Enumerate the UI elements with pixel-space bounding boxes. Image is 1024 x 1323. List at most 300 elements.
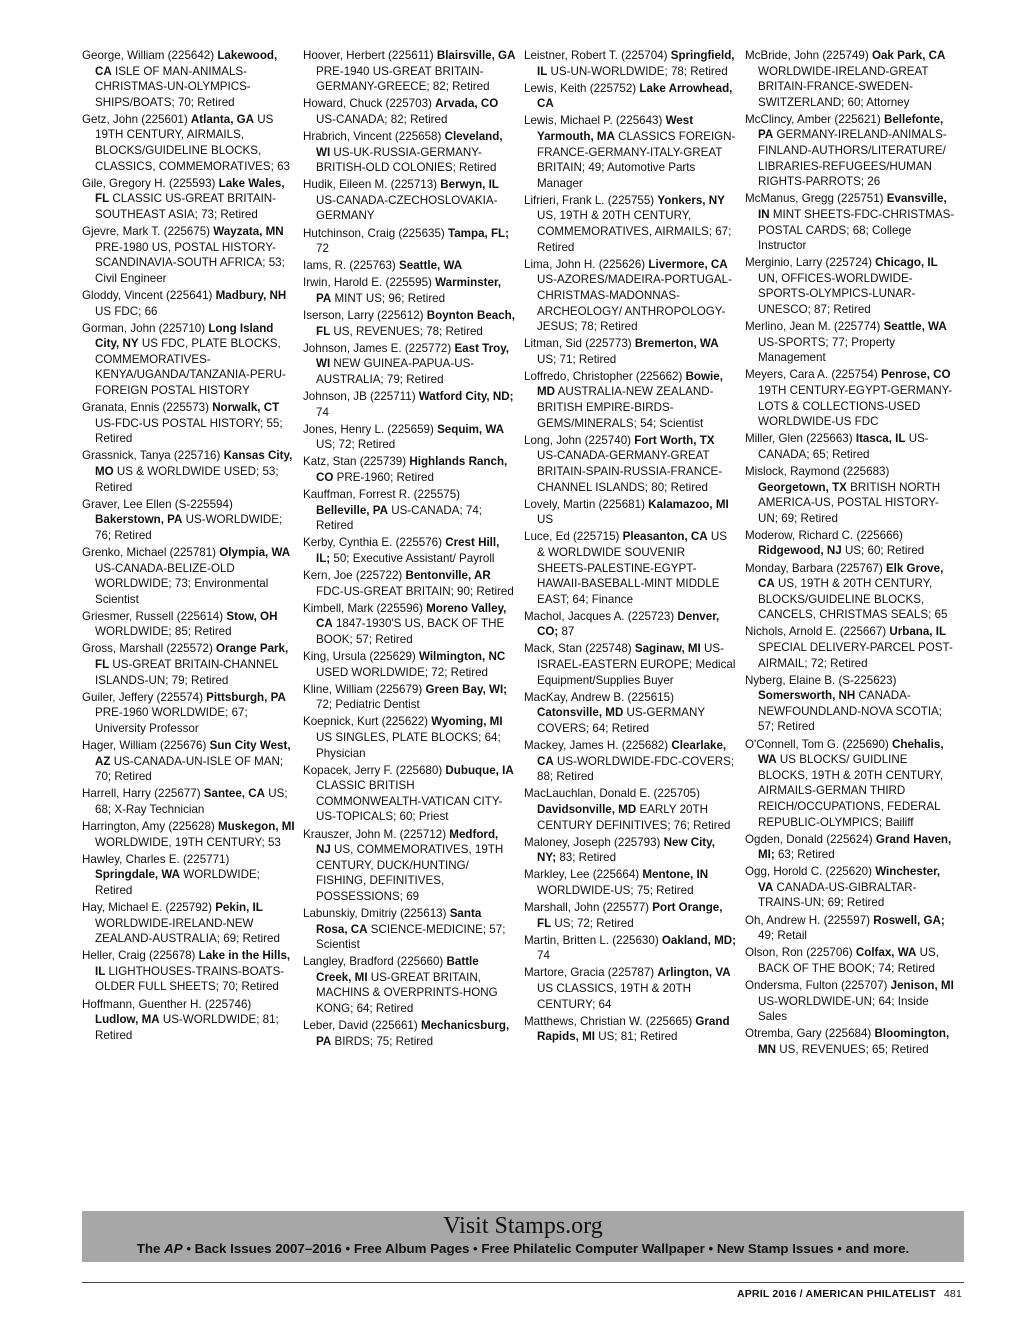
- member-name: Grenko, Michael (225781): [82, 545, 220, 559]
- member-location: Dubuque, IA: [445, 763, 514, 777]
- member-location: Arlington, VA: [657, 966, 731, 980]
- member-name: Ogg, Horold C. (225620): [745, 865, 876, 879]
- banner-sub-prefix: The: [136, 1241, 165, 1256]
- member-name: Gjevre, Mark T. (225675): [82, 225, 214, 239]
- member-name: Guiler, Jeffery (225574): [82, 690, 207, 704]
- member-location: Wyoming, MI: [431, 715, 503, 729]
- member-interests: SPECIAL DELIVERY-PARCEL POST-AIRMAIL; 72; Retired: [758, 640, 953, 670]
- member-location: Berwyn, IL: [440, 178, 499, 192]
- member-entry: [303, 682, 516, 713]
- member-location: Norwalk, CT: [212, 401, 280, 415]
- member-name: Kauffman, Forrest R. (225575): [303, 488, 461, 502]
- member-interests: US-CANADA-BELIZE-OLD WORLDWIDE; 73; Environmental Scientist: [95, 561, 269, 606]
- member-location: Lake in the Hills, IL: [95, 949, 291, 978]
- member-interests: US, BACK OF THE BOOK; 74; Retired: [758, 946, 939, 975]
- member-location: Springdale, WA: [95, 868, 181, 882]
- member-entry: [524, 257, 737, 335]
- member-location: Roswell, GA;: [873, 913, 945, 927]
- member-interests: BRITISH NORTH AMERICA-US, POSTAL HISTORY-UN; 69; Retired: [758, 480, 941, 525]
- member-name: Meyers, Cara A. (225754): [745, 368, 881, 382]
- member-entry: [524, 336, 737, 367]
- member-location: Santee, CA: [203, 787, 265, 801]
- member-interests: GERMANY-IRELAND-ANIMALS-FINLAND-AUTHORS/LITERATURE/ LIBRARIES-REFUGEES/HUMAN RIGHTS-PARROTS; 26: [758, 128, 947, 189]
- member-interests: BIRDS; 75; Retired: [331, 1034, 434, 1048]
- member-interests: US-UK-RUSSIA-GERMANY-BRITISH-OLD COLONIES; Retired: [316, 145, 497, 175]
- member-entry: [524, 900, 737, 931]
- member-name: Lifrieri, Frank L. (225755): [524, 193, 658, 207]
- member-interests: US; 81; Retired: [594, 1030, 678, 1044]
- member-interests: US-CANADA; 82; Retired: [316, 112, 448, 126]
- member-interests: US-SPORTS; 77; Property Management: [758, 335, 896, 365]
- member-interests: CANADA-NEWFOUNDLAND-NOVA SCOTIA; 57; Retired: [758, 689, 943, 734]
- member-interests: US-CANADA-GERMANY-GREAT BRITAIN-SPAIN-RUSSIA-FRANCE-CHANNEL ISLANDS; 80; Retired: [537, 449, 723, 494]
- member-entry: [524, 81, 737, 112]
- member-location: Clearlake, CA: [537, 739, 727, 768]
- member-name: Hoover, Herbert (225611): [303, 49, 437, 62]
- member-entry: [524, 433, 737, 495]
- member-name: Irwin, Harold E. (225595): [303, 276, 436, 290]
- member-interests: MINT SHEETS-FDC-CHRISTMAS-POSTAL CARDS; 68; College Instructor: [758, 207, 955, 253]
- member-location: Battle Creek, MI: [316, 955, 479, 984]
- member-location: Sequim, WA: [437, 422, 505, 436]
- member-interests: US-WORLDWIDE; 76; Retired: [95, 513, 283, 542]
- member-interests: 74: [537, 949, 550, 963]
- member-location: Lakewood, CA: [95, 49, 278, 78]
- member-entry: [82, 288, 295, 319]
- member-name: MacKay, Andrew B. (225615): [524, 690, 674, 704]
- member-location: Seattle, WA: [399, 259, 463, 273]
- member-location: Warminster, PA: [316, 276, 502, 305]
- member-interests: US; 71; Retired: [537, 352, 617, 366]
- promo-banner[interactable]: [82, 1211, 964, 1262]
- member-entry: [303, 389, 516, 420]
- member-name: Hudik, Eileen M. (225713): [303, 178, 441, 192]
- member-interests: 74: [316, 405, 329, 419]
- member-entry: [303, 258, 516, 274]
- member-name: Lewis, Keith (225752): [524, 81, 640, 95]
- member-name: Leber, David (225661): [303, 1019, 421, 1033]
- member-interests: PRE-1960 WORLDWIDE; 67; University Professor: [95, 706, 248, 735]
- member-interests: US 19TH CENTURY, AIRMAILS, BLOCKS/GUIDELINE BLOCKS, CLASSICS, COMMEMORATIVES; 63: [95, 112, 290, 173]
- member-location: Muskegon, MI: [217, 820, 295, 833]
- member-location: Bentonville, AR: [405, 569, 491, 582]
- member-entry: [745, 945, 958, 976]
- member-interests: WORLDWIDE; 85; Retired: [95, 625, 232, 639]
- member-location: Cleveland, WI: [316, 129, 503, 159]
- member-entry: [82, 224, 295, 286]
- member-interests: CANADA-US-GIBRALTAR-TRAINS-UN; 69; Retired: [758, 880, 917, 910]
- member-interests: US-CANADA; 74; Retired: [316, 503, 483, 533]
- member-interests: US-GERMANY COVERS; 64; Retired: [537, 706, 705, 735]
- member-entry: [303, 48, 516, 95]
- member-entry: [745, 864, 958, 911]
- member-interests: US-CANADA-UN-ISLE OF MAN; 70; Retired: [95, 754, 284, 784]
- member-location: Chicago, IL: [875, 256, 938, 270]
- member-location: Yonkers, NY: [657, 193, 725, 207]
- member-entry: [303, 454, 516, 485]
- member-entry: [745, 624, 958, 671]
- member-name: O'Connell, Tom G. (225690): [745, 737, 892, 751]
- member-name: Marshall, John (225577): [524, 900, 653, 914]
- member-location: Elk Grove, CA: [758, 561, 944, 591]
- member-entry: [303, 341, 516, 388]
- member-interests: CLASSICS FOREIGN-FRANCE-GERMANY-ITALY-GREAT BRITAIN; 49; Automotive Parts Manager: [537, 129, 736, 190]
- member-entry: [524, 609, 737, 640]
- member-name: Hay, Michael E. (225792): [82, 900, 216, 914]
- member-name: Iserson, Larry (225612): [303, 309, 427, 322]
- member-interests: 83; Retired: [556, 851, 617, 865]
- member-name: Oh, Andrew H. (225597): [745, 913, 874, 927]
- member-location: Seattle, WA: [883, 320, 947, 334]
- member-name: Johnson, JB (225711): [303, 389, 419, 403]
- member-location: Wayzata, MN: [213, 225, 284, 239]
- member-interests: US, REVENUES; 78; Retired: [330, 324, 483, 338]
- member-location: West Yarmouth, MA: [537, 114, 694, 143]
- member-entry: [524, 786, 737, 833]
- member-interests: UN, OFFICES-WORLDWIDE-SPORTS-OLYMPICS-LUNAR-UNESCO; 87; Retired: [758, 271, 916, 316]
- member-entry: [745, 431, 958, 462]
- member-name: Nichols, Arnold E. (225667): [745, 625, 890, 639]
- banner-title[interactable]: Visit Stamps.org: [443, 1213, 603, 1239]
- member-location: Watford City, ND;: [418, 389, 514, 403]
- page-number: 481: [943, 1288, 962, 1300]
- member-interests: US, 19TH & 20TH CENTURY, COMMEMORATIVES, AIRMAILS; 67; Retired: [537, 209, 732, 254]
- member-location: Ludlow, MA: [95, 1013, 160, 1027]
- member-entry: [745, 464, 958, 526]
- member-location: East Troy, WI: [316, 341, 510, 371]
- member-interests: CLASSIC BRITISH COMMONWEALTH-VATICAN CITY-US-TOPICALS; 60; Priest: [316, 779, 503, 824]
- member-interests: AUSTRALIA-NEW ZEALAND-BRITISH EMPIRE-BIRDS-GEMS/MINERALS; 54; Scientist: [537, 385, 714, 430]
- member-name: Grassnick, Tanya (225716): [82, 449, 224, 463]
- member-entry: [745, 832, 958, 863]
- member-name: Gross, Marshall (225572): [82, 642, 217, 656]
- member-entry: [524, 193, 737, 255]
- member-interests: 50; Executive Assistant/ Payroll: [330, 551, 495, 565]
- member-location: New City, NY;: [537, 835, 715, 865]
- member-interests: 49; Retail: [758, 929, 807, 943]
- member-name: Gloddy, Vincent (225641): [82, 288, 216, 302]
- member-entry: [82, 900, 295, 947]
- member-interests: ISLE OF MAN-ANIMALS-CHRISTMAS-UN-OLYMPICS-SHIPS/BOATS; 70; Retired: [95, 64, 251, 109]
- member-name: McManus, Gregg (225751): [745, 192, 887, 206]
- member-entry: [745, 191, 958, 253]
- member-entry: [82, 786, 295, 817]
- member-location: Sun City West, AZ: [95, 739, 291, 768]
- member-entry: [82, 609, 295, 640]
- member-entry: [303, 714, 516, 761]
- member-entry: [745, 48, 958, 110]
- member-location: Bloomington, MN: [758, 1027, 950, 1056]
- member-name: Nyberg, Elaine B. (S-225623): [745, 673, 897, 687]
- member-interests: CLASSIC US-GREAT BRITAIN-SOUTHEAST ASIA; 73; Retired: [95, 192, 277, 221]
- member-entry: [524, 738, 737, 785]
- member-location: Santa Rosa, CA: [316, 906, 482, 936]
- member-location: Mechanicsburg, PA: [316, 1019, 510, 1048]
- footer-issue: APRIL 2016 / AMERICAN PHILATELIST: [736, 1288, 936, 1300]
- member-location: Grand Haven, MI;: [758, 832, 952, 862]
- member-interests: 63; Retired: [774, 848, 835, 862]
- member-location: Urbana, IL: [889, 625, 947, 639]
- member-location: Penrose, CO: [880, 368, 951, 382]
- member-location: Arvada, CO: [435, 97, 499, 111]
- member-name: Lewis, Michael P. (225643): [524, 114, 666, 128]
- member-interests: US-AZORES/MADEIRA-PORTUGAL-CHRISTMAS-MADONNAS-ARCHEOLOGY/ ANTHROPOLOGY-JESUS; 78; Retired: [537, 273, 732, 334]
- member-name: King, Ursula (225629): [303, 649, 419, 663]
- member-interests: USED WORLDWIDE; 72; Retired: [316, 665, 489, 679]
- member-listing: [82, 48, 966, 1203]
- member-name: Mackey, James H. (225682): [524, 739, 672, 753]
- member-entry: [82, 641, 295, 688]
- member-name: Labunskiy, Dmitriy (225613): [303, 906, 450, 920]
- member-name: Otremba, Gary (225684): [745, 1027, 875, 1041]
- member-interests: US, 19TH & 20TH CENTURY, BLOCKS/GUIDELINE BLOCKS, CANCELS, CHRISTMAS SEALS; 65: [758, 577, 948, 622]
- member-location: Ridgewood, NJ: [758, 544, 842, 558]
- member-name: Hager, William (225676): [82, 739, 210, 753]
- member-name: Ogden, Donald (225624): [745, 832, 876, 846]
- member-entry: [745, 319, 958, 366]
- member-location: Pekin, IL: [215, 900, 263, 914]
- member-name: MacLauchlan, Donald E. (225705): [524, 787, 700, 801]
- member-entry: [524, 1014, 737, 1045]
- member-location: Olympia, WA: [219, 545, 291, 559]
- member-location: Moreno Valley, CA: [316, 601, 507, 631]
- member-location: Springfield, IL: [537, 49, 735, 78]
- member-location: Itasca, IL: [855, 432, 906, 446]
- member-entry: [303, 487, 516, 534]
- member-name: Koepnick, Kurt (225622): [303, 715, 432, 729]
- member-location: Atlanta, GA: [190, 112, 255, 126]
- member-location: Tampa, FL;: [448, 226, 509, 240]
- member-interests: PRE-1940 US-GREAT BRITAIN-GERMANY-GREECE; 82; Retired: [316, 64, 490, 94]
- member-entry: [524, 529, 737, 607]
- member-location: Davidsonville, MD: [537, 802, 637, 816]
- member-location: Kansas City, MO: [95, 449, 293, 478]
- member-location: Lake Arrowhead, CA: [537, 81, 733, 111]
- member-entry: [303, 422, 516, 453]
- member-name: Griesmer, Russell (225614): [82, 609, 227, 623]
- member-interests: US-GREAT BRITAIN-CHANNEL ISLANDS-UN; 79; Retired: [95, 658, 279, 687]
- member-entry: [524, 641, 737, 688]
- member-location: Madbury, NH: [215, 288, 287, 302]
- member-name: Hutchinson, Craig (225635): [303, 226, 449, 240]
- member-name: McClincy, Amber (225621): [745, 112, 884, 126]
- member-location: Colfax, WA: [855, 946, 917, 960]
- member-entry: [745, 561, 958, 623]
- member-name: Loffredo, Christopher (225662): [524, 369, 686, 383]
- member-location: Port Orange, FL: [537, 900, 723, 930]
- member-name: Miller, Glen (225663): [745, 432, 856, 446]
- member-interests: MINT US; 96; Retired: [331, 291, 446, 305]
- member-interests: US & WORLDWIDE USED; 53; Retired: [95, 464, 279, 494]
- member-name: Machol, Jacques A. (225723): [524, 609, 678, 623]
- member-interests: US CLASSICS, 19TH & 20TH CENTURY; 64: [537, 981, 691, 1011]
- member-name: Krauszer, John M. (225712): [303, 827, 450, 841]
- member-entry: [82, 545, 295, 607]
- member-location: Orange Park, FL: [95, 642, 289, 672]
- member-interests: LIGHTHOUSES-TRAINS-BOATS-OLDER FULL SHEETS; 70; Retired: [95, 964, 285, 994]
- member-interests: US SINGLES, PLATE BLOCKS; 64; Physician: [316, 730, 501, 760]
- member-location: Catonsville, MD: [537, 706, 624, 720]
- member-location: Pleasanton, CA: [622, 530, 708, 544]
- member-name: Leistner, Robert T. (225704): [524, 49, 671, 62]
- member-entry: [524, 690, 737, 737]
- member-location: Oak Park, CA: [871, 49, 946, 62]
- member-location: Wilmington, NC: [419, 649, 506, 663]
- member-name: Jones, Henry L. (225659): [303, 422, 438, 436]
- member-name: Hawley, Charles E. (225771): [82, 852, 230, 866]
- member-entry: [82, 112, 295, 174]
- member-entry: [303, 827, 516, 905]
- member-entry: [303, 649, 516, 680]
- member-entry: [82, 321, 295, 399]
- member-name: Ondersma, Fulton (225707): [745, 978, 891, 992]
- member-location: Pittsburgh, PA: [206, 690, 286, 704]
- banner-sub-rest: • Back Issues 2007–2016 • Free Album Pages • Free Philatelic Computer Wallpaper • New Stamp Issues • and more.: [182, 1241, 910, 1256]
- member-entry: [82, 852, 295, 899]
- member-entry: [745, 255, 958, 317]
- member-entry: [303, 275, 516, 306]
- member-location: Grand Rapids, MI: [537, 1014, 730, 1044]
- member-name: Matthews, Christian W. (225665): [524, 1014, 696, 1028]
- member-location: Evansville, IN: [758, 192, 947, 221]
- member-entry: [303, 763, 516, 825]
- member-interests: WORLDWIDE, 19TH CENTURY; 53: [95, 835, 281, 849]
- member-name: Hrabrich, Vincent (225658): [303, 129, 445, 143]
- page-footer: [737, 1288, 962, 1300]
- member-interests: US-CANADA; 65; Retired: [758, 432, 929, 461]
- member-entry: [745, 1026, 958, 1057]
- member-interests: US-GREAT BRITAIN, MACHINS & OVERPRINTS-HONG KONG; 64; Retired: [316, 970, 498, 1016]
- member-name: Mack, Stan (225748): [524, 642, 635, 656]
- member-interests: US; 72; Retired: [551, 916, 634, 930]
- member-name: Granata, Ennis (225573): [82, 401, 213, 415]
- member-interests: WORLDWIDE-US; 75; Retired: [537, 883, 694, 897]
- member-location: Mentone, IN: [642, 868, 709, 882]
- member-interests: US & WORLDWIDE SOUVENIR SHEETS-PALESTINE-EGYPT-HAWAII-BASEBALL-MINT MIDDLE EAST; 64; Finance: [537, 530, 727, 606]
- member-name: George, William (225642): [82, 49, 218, 62]
- member-interests: 72: [316, 242, 329, 256]
- member-name: Getz, John (225601): [82, 112, 191, 126]
- member-location: Green Bay, WI;: [425, 682, 508, 696]
- member-interests: NEW GUINEA-PAPUA-US-AUSTRALIA; 79; Retired: [316, 357, 475, 386]
- member-location: Medford, NJ: [316, 827, 499, 857]
- member-entry: [524, 369, 737, 431]
- member-name: Long, John (225740): [524, 433, 635, 447]
- member-interests: US FDC; 66: [95, 304, 158, 318]
- member-interests: US-FDC-US POSTAL HISTORY; 55; Retired: [95, 416, 283, 446]
- member-entry: [745, 112, 958, 190]
- member-interests: 72; Pediatric Dentist: [316, 698, 420, 712]
- member-entry: [82, 738, 295, 785]
- member-location: Livermore, CA: [648, 257, 728, 271]
- member-interests: US-WORLDWIDE; 81; Retired: [95, 1013, 279, 1042]
- member-interests: WORLDWIDE; Retired: [95, 868, 260, 897]
- member-interests: SCIENCE-MEDICINE; 57; Scientist: [316, 922, 506, 952]
- member-interests: US BLOCKS/ GUIDLINE BLOCKS, 19TH & 20TH CENTURY, AIRMAILS-GERMAN THIRD REICH/OCCUPATIONS, FEDERAL REPUBLIC-OLYMPICS; Bailiff: [758, 753, 944, 829]
- member-entry: [82, 448, 295, 495]
- listing-column-3: [524, 48, 745, 1203]
- member-name: Johnson, James E. (225772): [303, 341, 455, 355]
- member-name: Olson, Ron (225706): [745, 946, 856, 960]
- member-location: Somersworth, NH: [758, 689, 856, 703]
- member-entry: [745, 673, 958, 735]
- member-entry: [303, 906, 516, 953]
- member-name: Howard, Chuck (225703): [303, 97, 436, 111]
- member-name: Merginio, Larry (225724): [745, 256, 876, 270]
- member-name: Heller, Craig (225678): [82, 949, 199, 963]
- member-name: Harrell, Harry (225677): [82, 787, 204, 801]
- member-name: Kline, William (225679): [303, 682, 426, 696]
- member-location: Stow, OH: [226, 609, 278, 623]
- member-entry: [303, 129, 516, 176]
- member-name: Iams, R. (225763): [303, 259, 400, 273]
- member-name: Luce, Ed (225715): [524, 530, 623, 544]
- member-entry: [745, 913, 958, 944]
- member-interests: FDC-US-GREAT BRITAIN; 90; Retired: [316, 584, 514, 598]
- member-interests: US; 72; Retired: [316, 438, 396, 452]
- member-name: Merlino, Jean M. (225774): [745, 320, 884, 334]
- member-name: Gorman, John (225710): [82, 321, 209, 335]
- member-interests: WORLDWIDE-IRELAND-GREAT BRITAIN-FRANCE-SWEDEN-SWITZERLAND; 60; Attorney: [758, 64, 929, 109]
- member-entry: [82, 48, 295, 110]
- member-entry: [82, 690, 295, 737]
- member-location: Fort Worth, TX: [634, 433, 715, 447]
- member-interests: US-WORLDWIDE-UN; 64; Inside Sales: [758, 994, 929, 1024]
- member-name: Katz, Stan (225739): [303, 455, 410, 469]
- member-interests: EARLY 20TH CENTURY DEFINITIVES; 76; Retired: [537, 802, 731, 832]
- member-location: Bakerstown, PA: [95, 513, 183, 527]
- member-name: Moderow, Richard C. (225666): [745, 528, 903, 542]
- member-location: Kalamazoo, MI: [648, 497, 729, 511]
- member-name: Kopacek, Jerry F. (225680): [303, 763, 446, 777]
- member-entry: [524, 867, 737, 898]
- member-interests: US-WORLDWIDE-FDC-COVERS; 88; Retired: [537, 754, 735, 784]
- member-location: Highlands Ranch, CO: [316, 455, 508, 484]
- member-entry: [745, 367, 958, 429]
- member-name: Hoffmann, Guenther H. (225746): [82, 997, 252, 1011]
- member-entry: [82, 400, 295, 447]
- member-interests: PRE-1980 US, POSTAL HISTORY-SCANDINAVIA-SOUTH AFRICA; 53; Civil Engineer: [95, 240, 285, 285]
- member-location: Bowie, MD: [537, 369, 723, 399]
- member-interests: 87: [558, 625, 575, 639]
- member-entry: [524, 933, 737, 964]
- member-name: Monday, Barbara (225767): [745, 561, 886, 575]
- member-entry: [82, 176, 295, 223]
- member-entry: [745, 737, 958, 831]
- member-interests: WORLDWIDE-IRELAND-NEW ZEALAND-AUSTRALIA; 69; Retired: [95, 916, 280, 946]
- member-entry: [82, 948, 295, 995]
- banner-subtitle: [82, 1240, 964, 1257]
- member-entry: [303, 568, 516, 599]
- member-interests: US FDC, PLATE BLOCKS, COMMEMORATIVES-KENYA/UGANDA/TANZANIA-PERU-FOREIGN POSTAL HISTORY: [95, 337, 286, 397]
- member-interests: US: [537, 513, 554, 527]
- member-location: Belleville, PA: [316, 503, 388, 517]
- member-entry: [82, 497, 295, 544]
- member-entry: [303, 177, 516, 224]
- member-interests: US-ISRAEL-EASTERN EUROPE; Medical Equipment/Supplies Buyer: [537, 642, 736, 687]
- member-entry: [524, 835, 737, 866]
- listing-column-1: [82, 48, 303, 1203]
- member-interests: US; 68; X-Ray Technician: [95, 787, 288, 816]
- member-entry: [303, 954, 516, 1016]
- member-location: Chehalis, WA: [758, 737, 944, 767]
- member-name: Lovely, Martin (225681): [524, 497, 649, 511]
- member-location: Jenison, MI: [890, 978, 954, 992]
- member-name: Langley, Bradford (225660): [303, 955, 447, 969]
- member-entry: [524, 113, 737, 191]
- member-location: Lake Wales, FL: [95, 176, 285, 206]
- member-location: Bremerton, WA: [634, 337, 719, 351]
